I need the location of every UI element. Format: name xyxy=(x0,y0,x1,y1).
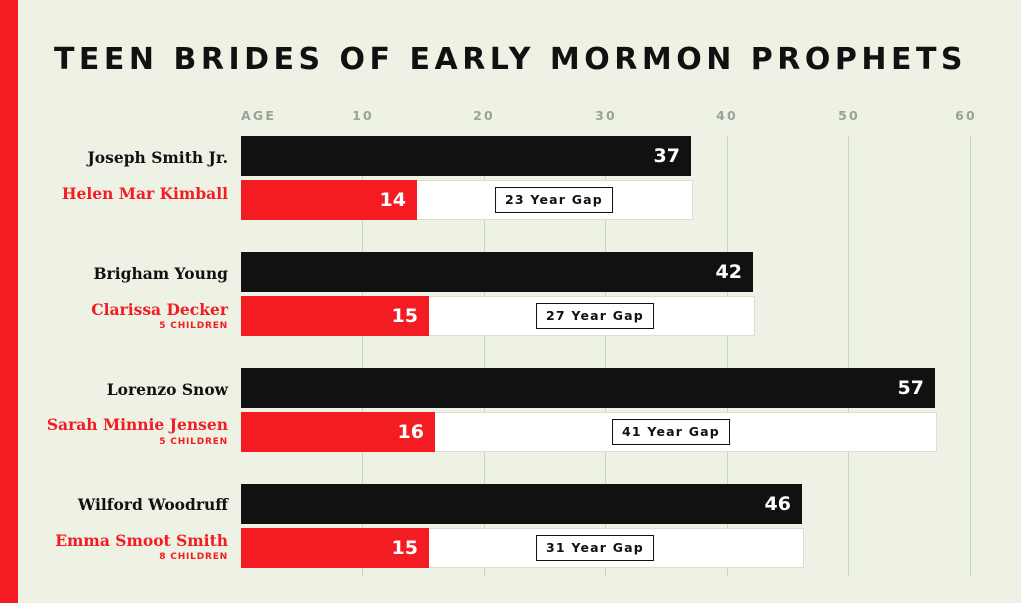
plot-area xyxy=(241,108,977,576)
prophet-bar-value: 46 xyxy=(764,493,791,515)
prophet-bar xyxy=(241,252,753,292)
prophet-name: Joseph Smith Jr. xyxy=(87,148,228,167)
gap-label: 27 Year Gap xyxy=(536,303,654,329)
bride-bar xyxy=(241,180,417,220)
prophet-bar-value: 37 xyxy=(653,145,680,167)
bride-row xyxy=(241,180,971,220)
prophet-bar-value: 57 xyxy=(897,377,924,399)
bride-name: Sarah Minnie Jensen xyxy=(46,415,228,434)
bride-bar-value: 14 xyxy=(379,189,406,211)
children-count: 8 CHILDREN xyxy=(159,552,228,562)
bride-name: Clarissa Decker xyxy=(91,300,228,319)
bride-bar-value: 16 xyxy=(397,421,424,443)
prophet-row xyxy=(241,368,971,408)
prophet-row xyxy=(241,252,971,292)
prophet-row xyxy=(241,136,971,176)
gap-label: 31 Year Gap xyxy=(536,535,654,561)
prophet-name: Brigham Young xyxy=(93,264,228,283)
axis-tick-20: 20 xyxy=(473,108,495,123)
axis-tick-60: 60 xyxy=(955,108,977,123)
axis-tick-50: 50 xyxy=(838,108,860,123)
prophet-name: Lorenzo Snow xyxy=(106,380,228,399)
bride-bar xyxy=(241,412,435,452)
axis-tick-40: 40 xyxy=(716,108,738,123)
bride-bar xyxy=(241,296,429,336)
bride-bar-value: 15 xyxy=(391,305,418,327)
bride-name: Emma Smoot Smith xyxy=(55,531,228,550)
prophet-row xyxy=(241,484,971,524)
axis-tick-30: 30 xyxy=(595,108,617,123)
bride-bar-value: 15 xyxy=(391,537,418,559)
bride-row xyxy=(241,528,971,568)
bride-row xyxy=(241,412,971,452)
bride-name: Helen Mar Kimball xyxy=(61,184,228,203)
bride-row xyxy=(241,296,971,336)
prophet-bar xyxy=(241,368,935,408)
gap-label: 41 Year Gap xyxy=(612,419,730,445)
prophet-bar xyxy=(241,484,802,524)
bride-bar xyxy=(241,528,429,568)
axis-tick-age: AGE xyxy=(241,108,277,123)
children-count: 5 CHILDREN xyxy=(159,321,228,331)
prophet-bar-value: 42 xyxy=(715,261,742,283)
chart-title: TEEN BRIDES OF EARLY MORMON PROPHETS xyxy=(53,42,968,77)
children-count: 5 CHILDREN xyxy=(159,437,228,447)
prophet-bar xyxy=(241,136,691,176)
x-axis-ticks xyxy=(241,108,977,132)
prophet-name: Wilford Woodruff xyxy=(77,495,228,514)
axis-tick-10: 10 xyxy=(352,108,374,123)
gap-label: 23 Year Gap xyxy=(495,187,613,213)
